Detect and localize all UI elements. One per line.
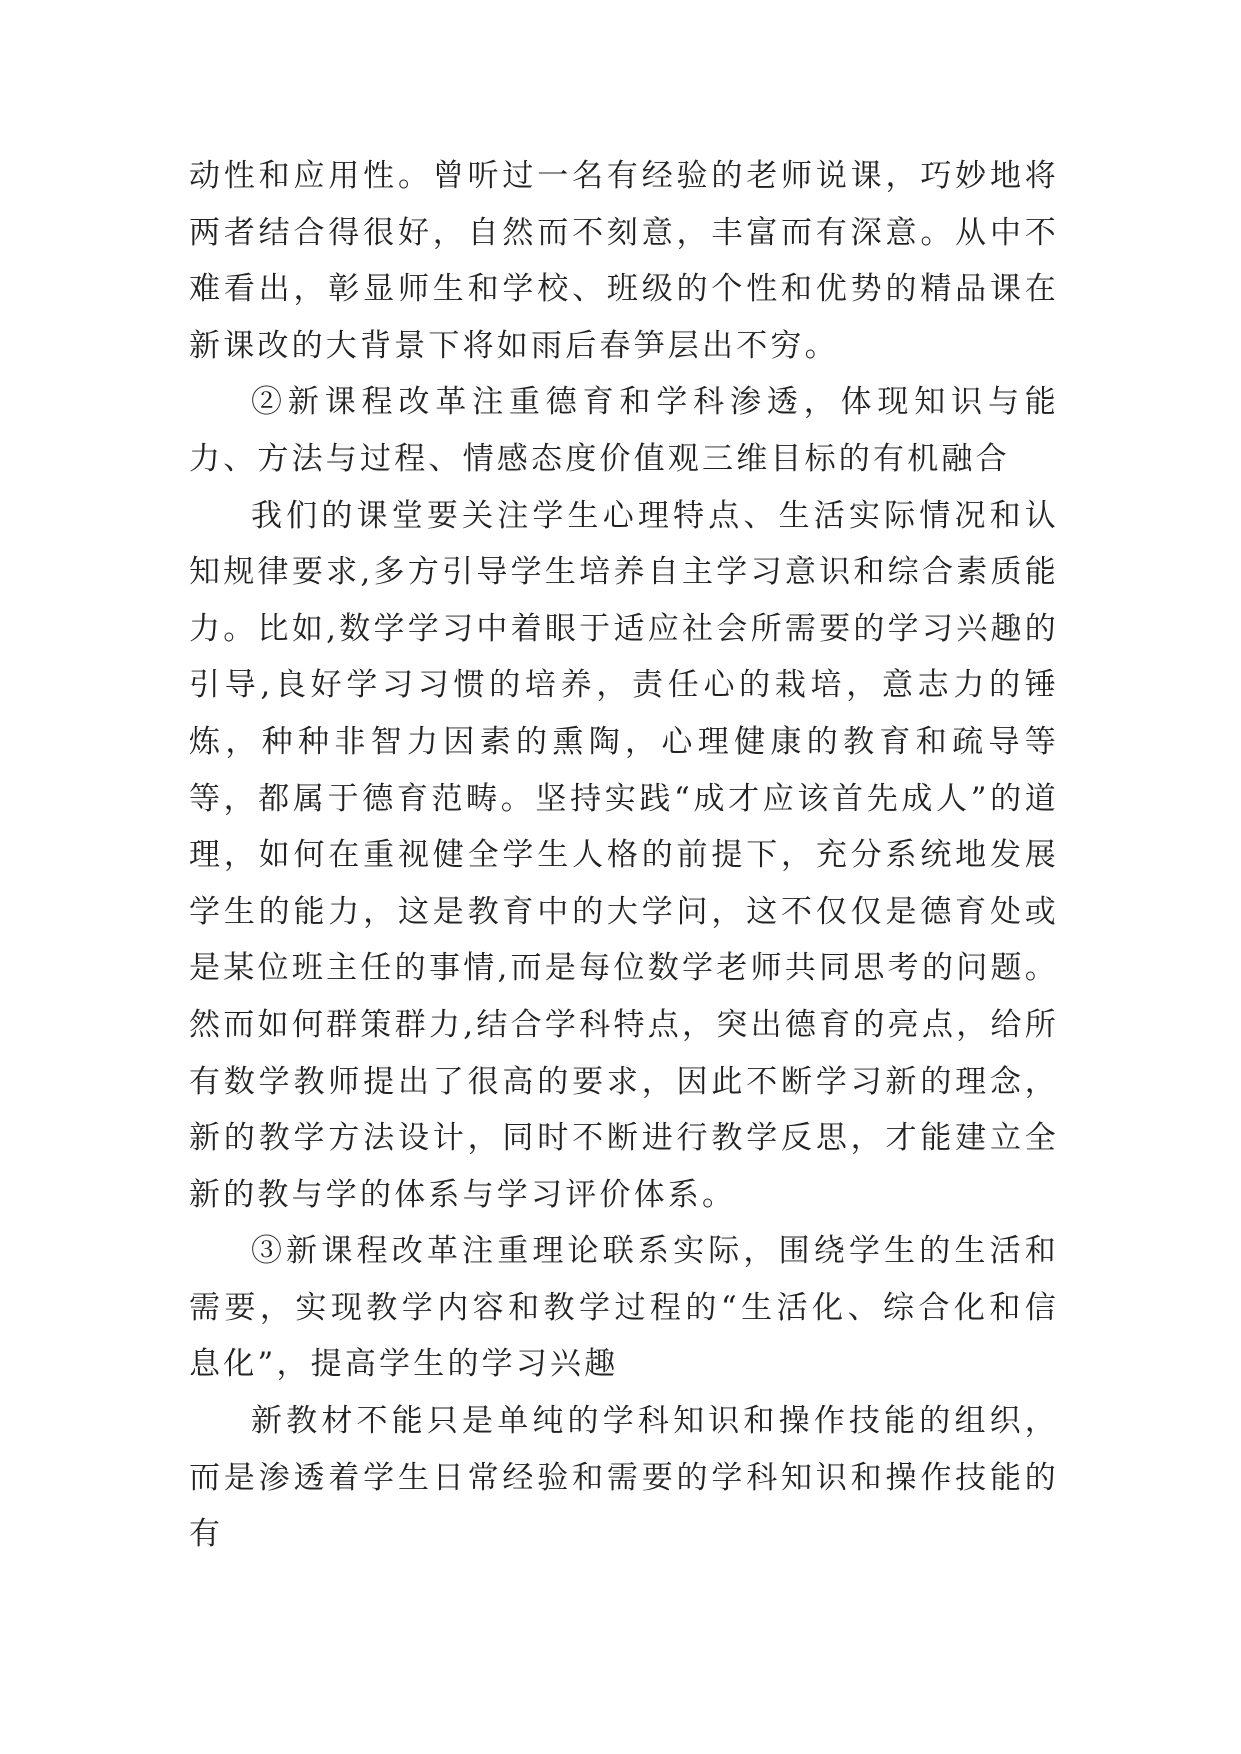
paragraph-moral-education: 我们的课堂要关注学生心理特点、生活实际情况和认知规律要求,多方引导学生培养自主学习意识和综合素质能力。比如,数学学习中着眼于适应社会所需要的学习兴趣的引导,良好学习习惯的培养，责任心的栽培，意志力的锤炼，种种非智力因素的熏陶，心理健康的教育和疏导等等，都属于德育范畴。坚持实践“成才应该首先成人”的道理，如何在重视健全学生人格的前提下，充分系统地发展学生的能力，这是教育中的大学问，这不仅仅是德育处或是某位班主任的事情,而是每位数学老师共同思考的问题。然而如何群策群力,结合学科特点，突出德育的亮点，给所有数学教师提出了很高的要求，因此不断学习新的理念，新的教学方法设计，同时不断进行教学反思，才能建立全新的教与学的体系与学习评价体系。 <box>189 497 1059 1213</box>
paragraph-continuation: 动性和应用性。曾听过一名有经验的老师说课，巧妙地将两者结合得很好，自然而不刻意，丰富而有深意。从中不难看出，彰显师生和学校、班级的个性和优势的精品课在新课改的大背景下将如雨后春笋层出不穷。 <box>189 158 1059 364</box>
paragraph-heading-3: ③新课程改革注重理论联系实际，围绕学生的生活和需要，实现教学内容和教学过程的“生活化、综合化和信息化”，提高学生的学习兴趣 <box>189 1233 1059 1383</box>
paragraph-heading-2: ②新课程改革注重德育和学科渗透，体现知识与能力、方法与过程、情感态度价值观三维目标的有机融合 <box>189 384 1059 477</box>
document-body <box>189 148 1059 1563</box>
paragraph-new-textbook: 新教材不能只是单纯的学科知识和操作技能的组织，而是渗透着学生日常经验和需要的学科知识和操作技能的有 <box>189 1403 1059 1553</box>
